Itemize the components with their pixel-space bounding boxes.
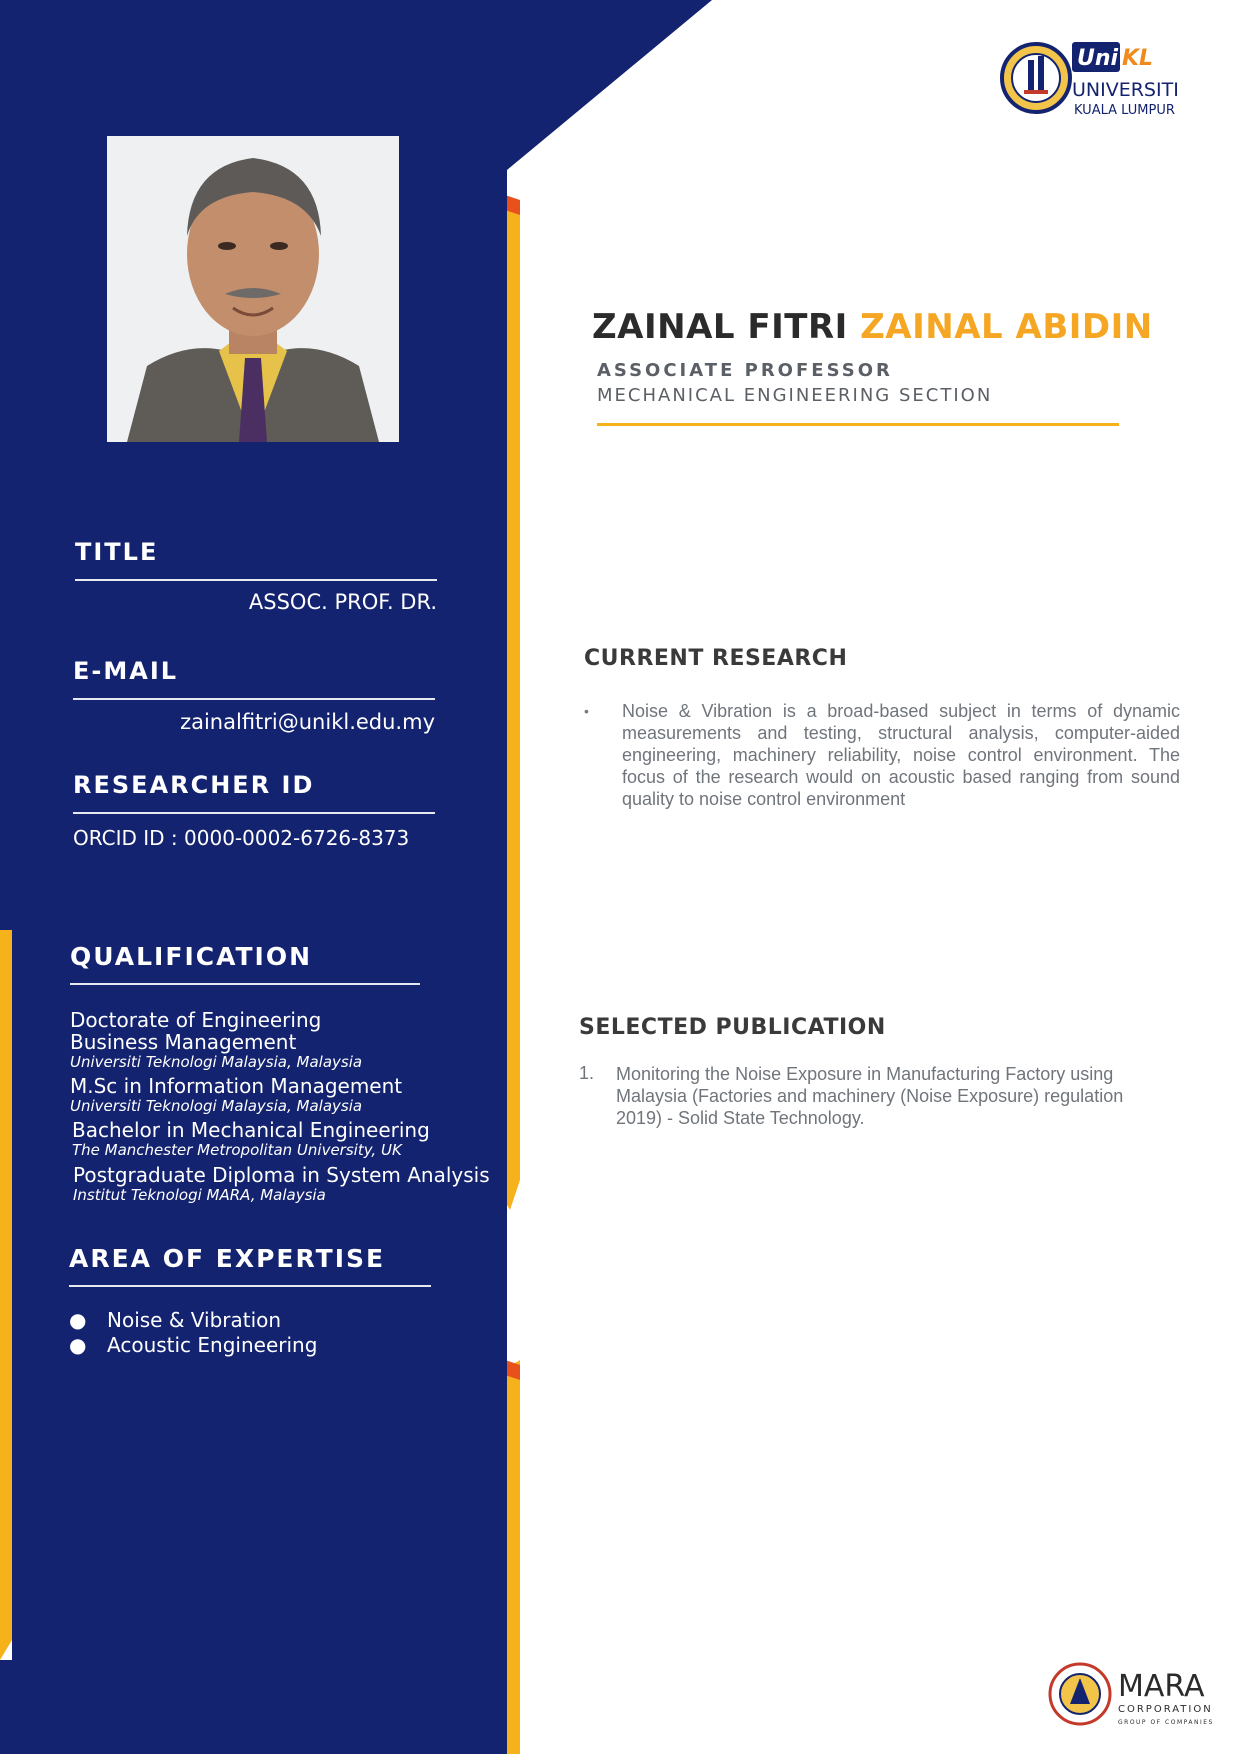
svg-text:GROUP OF COMPANIES: GROUP OF COMPANIES [1118, 1719, 1214, 1726]
title-heading: TITLE [75, 538, 159, 566]
svg-text:CORPORATION: CORPORATION [1118, 1704, 1213, 1715]
qualification-item [70, 1075, 402, 1115]
qualification-item [72, 1119, 430, 1159]
title-divider [75, 579, 437, 581]
position-title: ASSOCIATE PROFESSOR [597, 360, 893, 381]
unikl-logo [1000, 34, 1200, 124]
portrait-photo [107, 136, 399, 442]
orcid-id: ORCID ID : 0000-0002-6726-8373 [73, 826, 410, 850]
header-divider [597, 423, 1119, 426]
institution-name: Institut Teknologi MARA, Malaysia [73, 1186, 326, 1204]
qualification-heading: QUALIFICATION [70, 942, 313, 971]
degree-name-line2: Business Management [70, 1030, 297, 1054]
expertise-list [69, 1308, 317, 1358]
svg-text:MARA: MARA [1118, 1669, 1205, 1704]
svg-text:KUALA LUMPUR: KUALA LUMPUR [1074, 103, 1175, 118]
selected-publication-heading: SELECTED PUBLICATION [579, 1015, 886, 1040]
email-divider [73, 698, 435, 700]
researcher-id-heading: RESEARCHER ID [73, 771, 315, 799]
qualification-item [70, 1009, 362, 1071]
email-heading: E-MAIL [73, 657, 179, 685]
navy-left-edge-bottom [0, 1660, 12, 1754]
institution-name: Universiti Teknologi Malaysia, Malaysia [70, 1097, 363, 1115]
expertise-item: Acoustic Engineering [107, 1333, 318, 1357]
institution-name: The Manchester Metropolitan University, UK [72, 1141, 402, 1159]
current-research-heading: CURRENT RESEARCH [584, 646, 848, 671]
degree-name: Bachelor in Mechanical Engineering [72, 1118, 430, 1142]
email-link[interactable]: zainalfitri@unikl.edu.my [180, 710, 435, 734]
researcher-id-divider [73, 812, 435, 814]
first-name: ZAINAL FITRI [592, 307, 848, 347]
bullet-icon: ● [69, 1333, 87, 1357]
yellow-stripe-left [0, 920, 12, 1660]
bullet-icon: • [584, 703, 589, 719]
last-name: ZAINAL ABIDIN [860, 307, 1153, 347]
qualification-divider [70, 983, 420, 985]
expertise-heading: AREA OF EXPERTISE [69, 1244, 386, 1273]
navy-step [12, 1640, 22, 1754]
current-research-text: Noise & Vibration is a broad-based subject in terms of dynamic measurements and testing, structural analysis, computer-aided engineering, machinery reliability, noise control environment. The focus of the research would on acoustic based ranging from sound quality to noise control environment [622, 701, 1180, 809]
qualification-item [73, 1164, 490, 1204]
publication-text: Monitoring the Noise Exposure in Manufacturing Factory using Malaysia (Factories and machinery (Noise Exposure) regulation 2019) - Solid State Technology. [616, 1064, 1124, 1128]
expertise-divider [69, 1285, 431, 1287]
department-name: MECHANICAL ENGINEERING SECTION [597, 385, 993, 406]
title-value: ASSOC. PROF. DR. [248, 590, 437, 614]
institution-name: Universiti Teknologi Malaysia, Malaysia [70, 1053, 363, 1071]
expertise-item: Noise & Vibration [107, 1308, 282, 1332]
mara-logo [1046, 1658, 1222, 1732]
degree-name: M.Sc in Information Management [70, 1074, 403, 1098]
degree-name: Doctorate of Engineering [70, 1008, 322, 1032]
svg-text:UNIVERSITI: UNIVERSITI [1072, 79, 1179, 101]
profile-name [592, 307, 1153, 347]
publication-number: 1. [579, 1063, 595, 1083]
degree-name: Postgraduate Diploma in System Analysis [73, 1163, 490, 1187]
svg-text:KL: KL [1122, 46, 1154, 71]
svg-text:Uni: Uni [1077, 46, 1119, 71]
list-item [69, 1308, 317, 1333]
bullet-icon: ● [69, 1308, 87, 1332]
list-item [69, 1333, 317, 1358]
navy-left-edge [0, 0, 12, 930]
